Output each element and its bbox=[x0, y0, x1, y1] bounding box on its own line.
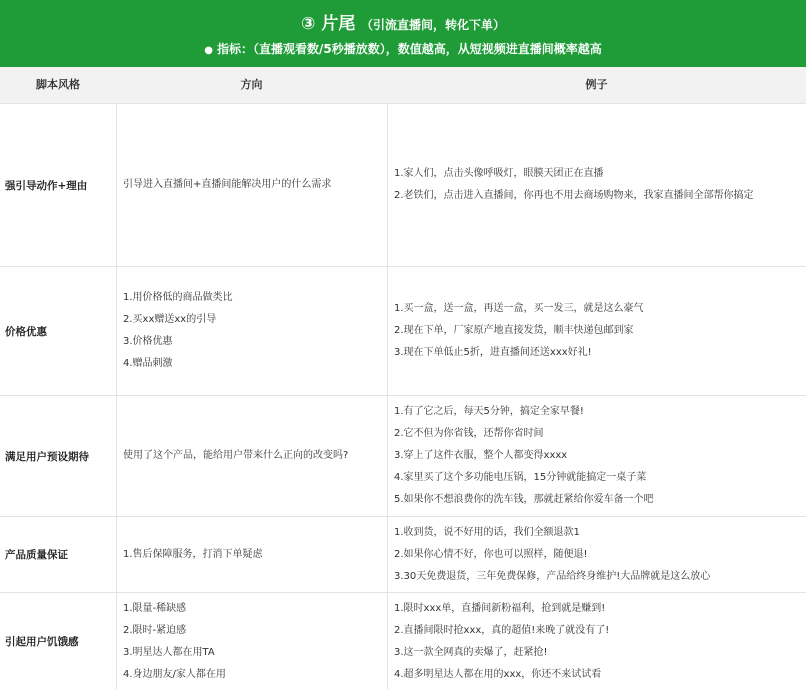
header-examples: 例子 bbox=[585, 78, 608, 91]
direction-line: 1.用价格低的商品做类比 bbox=[123, 292, 233, 303]
direction-cell bbox=[116, 104, 387, 266]
direction-line: 4.身边朋友/家人都在用 bbox=[123, 668, 226, 680]
section-title-note: （引流直播间，转化下单） bbox=[360, 18, 505, 32]
style-name: 引起用户饥饿感 bbox=[5, 636, 79, 648]
table-header bbox=[0, 67, 806, 104]
direction-cell bbox=[116, 267, 387, 395]
examples-cell bbox=[387, 104, 806, 266]
table-row bbox=[0, 593, 806, 690]
example-line: 4.超多明星达人都在用的xxx，你还不来试试看 bbox=[394, 668, 602, 680]
style-name: 满足用户预设期待 bbox=[5, 450, 89, 463]
direction-line: 2.限时-紧迫感 bbox=[123, 624, 187, 636]
direction-line: 3.明星达人都在用TA bbox=[123, 646, 215, 658]
example-line: 2.直播间限时抢xxx，真的超值!来晚了就没有了! bbox=[394, 624, 610, 636]
example-line: 1.有了它之后，每天5分钟，搞定全家早餐! bbox=[394, 406, 584, 417]
example-line: 2.现在下单，厂家原产地直接发货，顺丰快递包邮到家 bbox=[394, 325, 634, 336]
example-line: 3.这一款全网真的卖爆了，赶紧抢! bbox=[394, 646, 548, 658]
direction-cell bbox=[116, 517, 387, 592]
example-line: 4.家里买了这个多功能电压锅，15分钟就能搞定一桌子菜 bbox=[394, 472, 647, 483]
example-line: 1.收到货，说不好用的话，我们全额退款1 bbox=[394, 526, 580, 538]
direction-line: 1.售后保障服务，打消下单疑虑 bbox=[123, 548, 263, 560]
example-line: 2.它不但为你省钱，还帮你省时间 bbox=[394, 428, 544, 439]
style-name: 产品质量保证 bbox=[5, 549, 68, 561]
example-line: 3.30天免费退货，三年免费保修，产品给终身维护!大品牌就是这么放心 bbox=[394, 570, 711, 582]
section-banner bbox=[0, 0, 806, 67]
table-row bbox=[0, 396, 806, 517]
direction-cell bbox=[116, 593, 387, 690]
indicator-text: 指标：（直播观看数/5秒播放数），数值越高，从短视频进直播间概率越高 bbox=[216, 42, 602, 56]
example-line: 1.家人们，点击头像呼吸灯，眼膜天团正在直播 bbox=[394, 168, 604, 179]
style-cell bbox=[0, 396, 116, 516]
example-line: 2.如果你心情不好，你也可以照样，随便退! bbox=[394, 548, 588, 560]
style-cell bbox=[0, 517, 116, 592]
table-row bbox=[0, 517, 806, 593]
example-line: 5.如果你不想浪费你的洗车钱，那就赶紧给你爱车备一个吧 bbox=[394, 494, 654, 505]
direction-line: 3.价格优惠 bbox=[123, 336, 173, 347]
indicator-line bbox=[0, 40, 806, 57]
examples-cell bbox=[387, 267, 806, 395]
direction-line: 4.赠品刺激 bbox=[123, 358, 173, 369]
header-direction: 方向 bbox=[240, 78, 263, 91]
bullet-icon: ● bbox=[204, 45, 213, 56]
examples-cell bbox=[387, 396, 806, 516]
section-title-main: ③ 片尾 bbox=[301, 14, 356, 34]
style-name: 强引导动作+理由 bbox=[5, 179, 88, 192]
examples-cell bbox=[387, 517, 806, 592]
examples-cell bbox=[387, 593, 806, 690]
direction-cell bbox=[116, 396, 387, 516]
table-row bbox=[0, 104, 806, 267]
style-cell bbox=[0, 104, 116, 266]
direction-line: 2.买xx赠送xx的引导 bbox=[123, 314, 217, 325]
example-line: 3.穿上了这件衣服，整个人都变得xxxx bbox=[394, 450, 568, 461]
example-line: 2.老铁们，点击进入直播间，你再也不用去商场购物来，我家直播间全部帮你搞定 bbox=[394, 190, 754, 201]
style-name: 价格优惠 bbox=[5, 325, 47, 338]
example-line: 3.现在下单低止5折，进直播间还送xxx好礼! bbox=[394, 347, 592, 358]
header-style: 脚本风格 bbox=[36, 78, 80, 91]
example-line: 1.买一盒，送一盒，再送一盒，买一发三，就是这么豪气 bbox=[394, 303, 644, 314]
direction-line: 1.限量-稀缺感 bbox=[123, 602, 187, 614]
style-cell bbox=[0, 267, 116, 395]
table-row bbox=[0, 267, 806, 396]
example-line: 1.限时xxx单，直播间新粉福利，抢到就是赚到! bbox=[394, 602, 606, 614]
style-cell bbox=[0, 593, 116, 690]
direction-line: 使用了这个产品，能给用户带来什么正向的改变吗? bbox=[123, 450, 349, 461]
section-title bbox=[0, 9, 806, 34]
direction-line: 引导进入直播间+直播间能解决用户的什么需求 bbox=[123, 179, 332, 190]
